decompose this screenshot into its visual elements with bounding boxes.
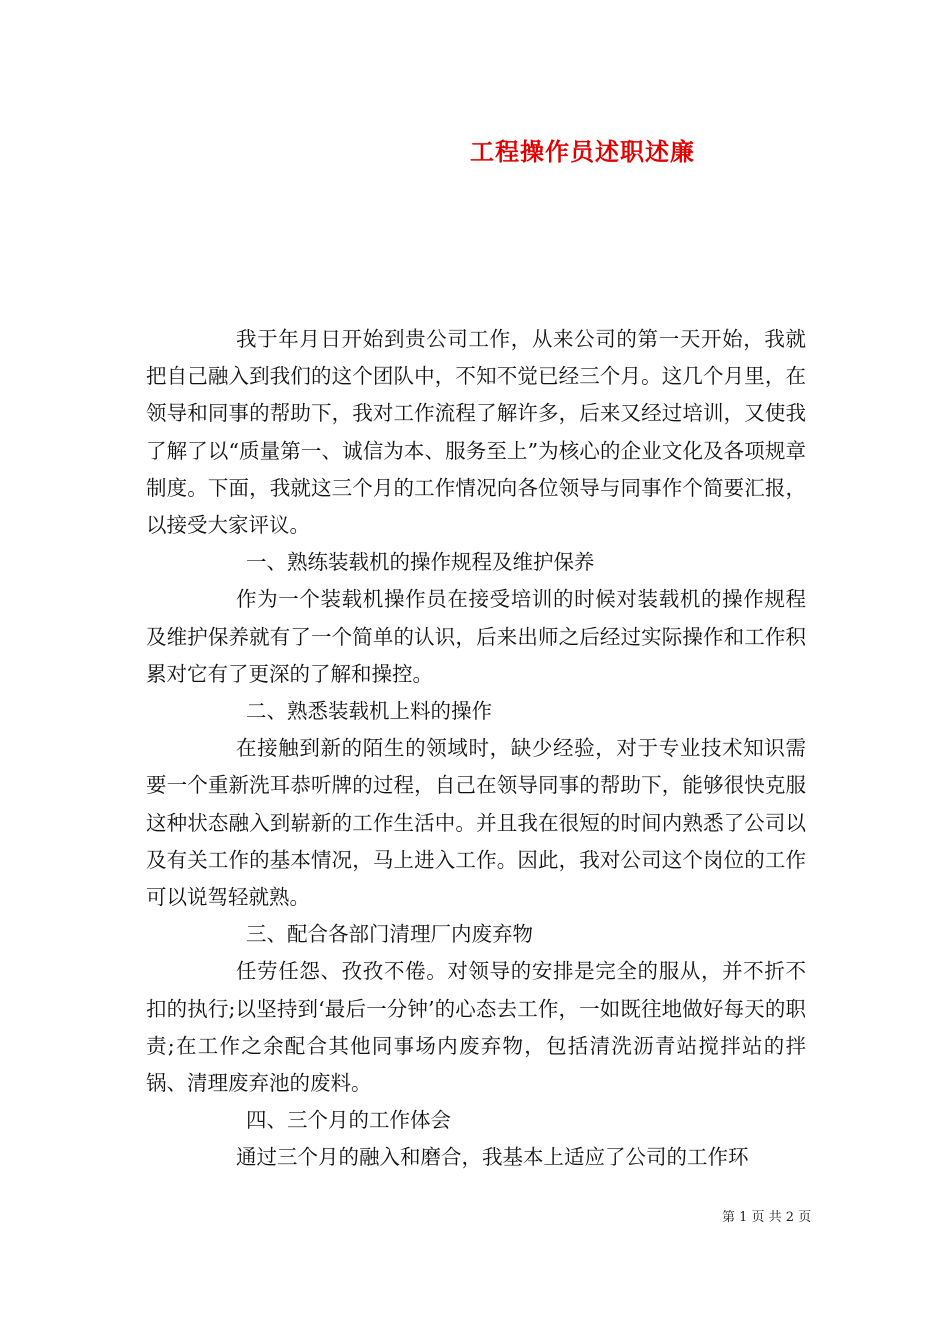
section-3-heading: 三、配合各部门清理厂内废弃物 bbox=[246, 922, 533, 947]
page-number: 第 1 页 共 2 页 bbox=[722, 1210, 812, 1225]
section-3-paragraph: 任劳任怨、孜孜不倦。对领导的安排是完全的服从，并不折不扣的执行;以坚持到‘最后一分钟’的心态去工作，一如既往地做好每天的职责;在工作之余配合其他同事场内废弃物，包括清洗沥青站搅拌站的拌锅、清理废弃池的废料。 bbox=[146, 959, 806, 1096]
section-2-paragraph: 在接触到新的陌生的领域时，缺少经验，对于专业技术知识需要一个重新洗耳恭听牌的过程，自己在领导同事的帮助下，能够很快克服这种状态融入到崭新的工作生活中。并且我在很短的时间内熟悉了公司以及有关工作的基本情况，马上进入工作。因此，我对公司这个岗位的工作可以说驾轻就熟。 bbox=[146, 736, 806, 910]
section-1-paragraph: 作为一个装载机操作员在接受培训的时候对装载机的操作规程及维护保养就有了一个简单的认识，后来出师之后经过实际操作和工作积累对它有了更深的了解和操控。 bbox=[146, 587, 806, 686]
intro-paragraph: 我于年月日开始到贵公司工作，从来公司的第一天开始，我就把自己融入到我们的这个团队中，不知不觉已经三个月。这几个月里，在领导和同事的帮助下，我对工作流程了解许多，后来又经过培训，又使我了解了以“质量第一、诚信为本、服务至上”为核心的企业文化及各项规章制度。下面，我就这三个月的工作情况向各位领导与同事作个简要汇报，以接受大家评议。 bbox=[146, 327, 806, 538]
document-title: 工程操作员述职述廉 bbox=[470, 137, 695, 166]
section-2-heading: 二、熟悉装载机上料的操作 bbox=[246, 699, 492, 724]
document-body bbox=[146, 321, 806, 1177]
section-1-heading: 一、熟练装载机的操作规程及维护保养 bbox=[246, 550, 595, 575]
section-4-heading: 四、三个月的工作体会 bbox=[246, 1108, 451, 1133]
section-4-paragraph: 通过三个月的融入和磨合，我基本上适应了公司的工作环 bbox=[236, 1145, 749, 1170]
